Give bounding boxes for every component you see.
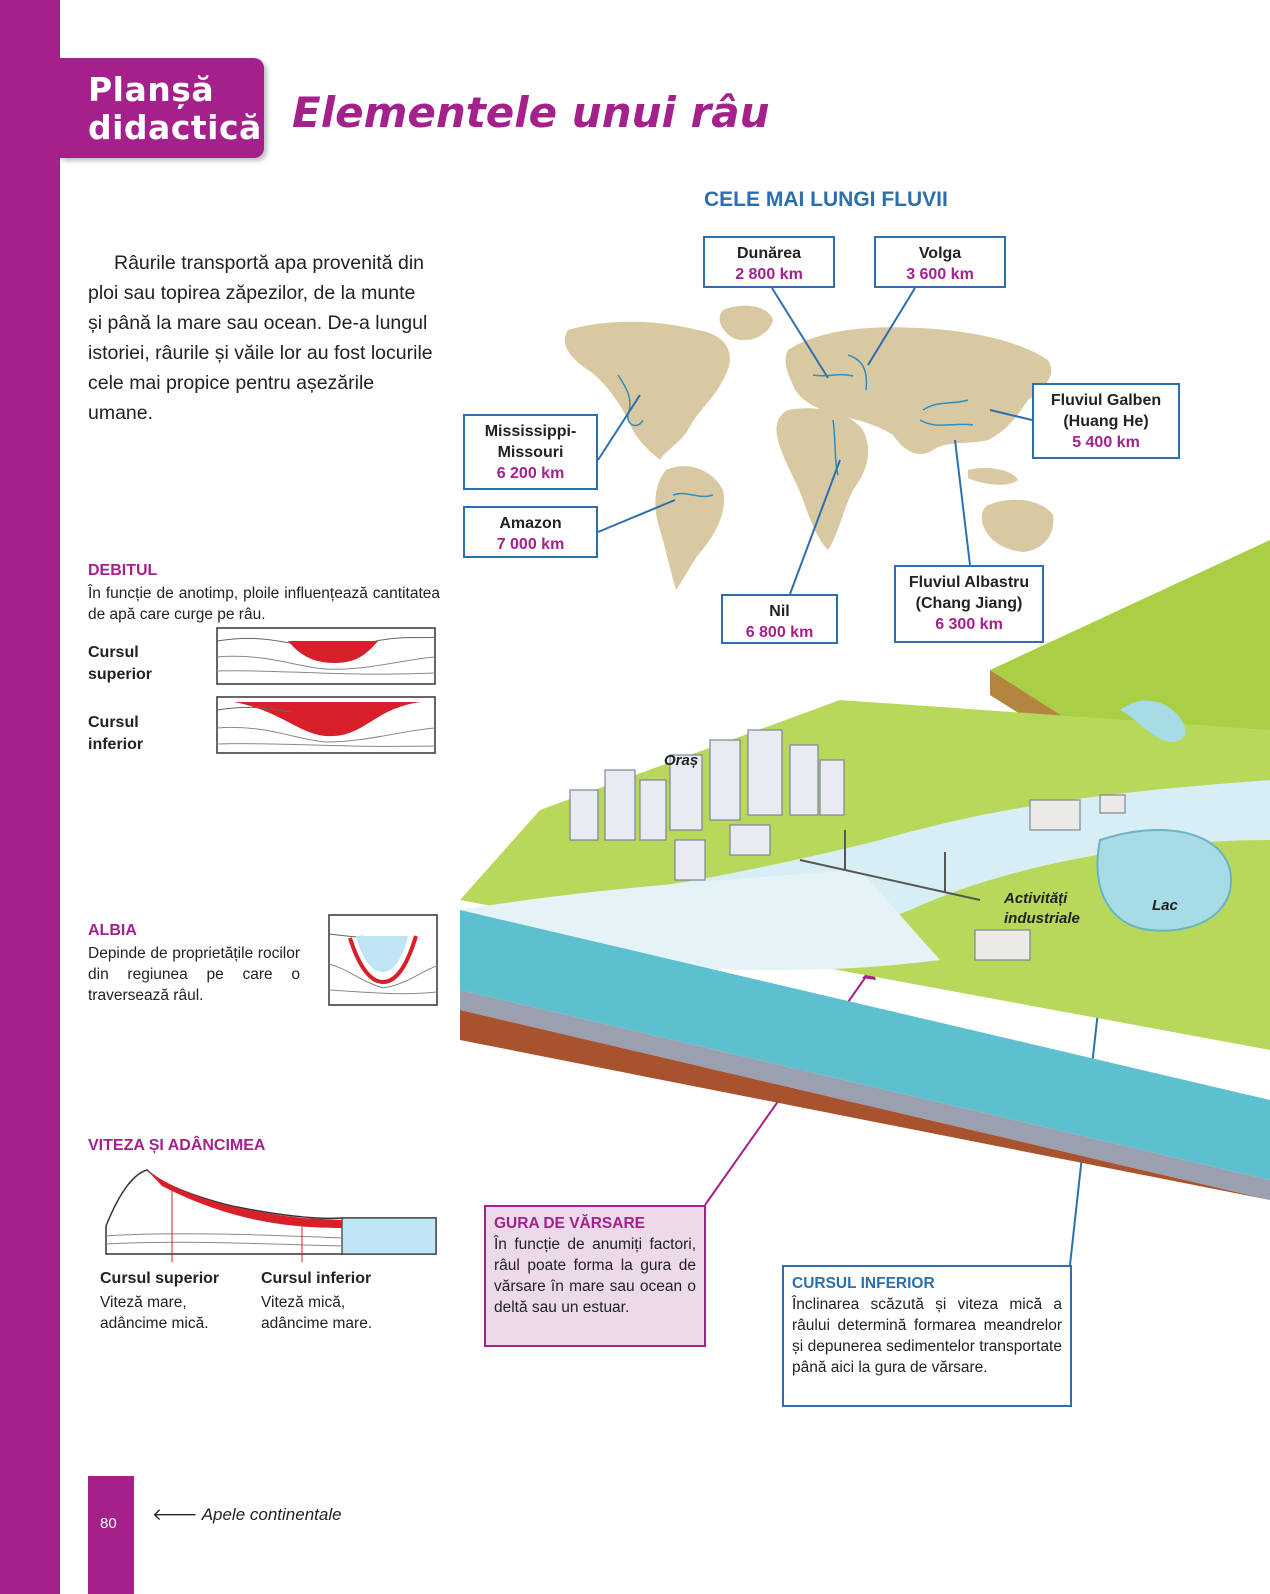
river-name: Volga xyxy=(918,245,962,262)
sea xyxy=(342,1218,436,1254)
river-length: 3 600 km xyxy=(906,266,974,283)
river-name: Nil xyxy=(769,603,790,620)
footer-section[interactable] xyxy=(152,1505,342,1525)
river-landscape-illustration xyxy=(460,540,1270,1200)
factory xyxy=(975,930,1030,960)
building xyxy=(710,740,740,820)
gura-de-varsare-callout xyxy=(484,1205,706,1347)
river-box-dunarea xyxy=(703,236,835,288)
viteza-superior-line2: adâncime mică. xyxy=(100,1315,209,1332)
debit-text: În funcție de anotimp, ploile influențează cantitatea de apă care curge pe râu. xyxy=(88,585,440,623)
river-length: 2 800 km xyxy=(735,266,803,283)
viteza-title: VITEZA ȘI ADÂNCIMEA xyxy=(88,1137,266,1154)
tag-line2: didactică xyxy=(88,108,262,147)
debit-label-superior-2: superior xyxy=(88,666,153,683)
debit-diagram-inferior xyxy=(216,696,436,754)
river-name: Amazon xyxy=(499,515,562,532)
page-number-tab xyxy=(88,1476,134,1594)
river-name: Mississippi- xyxy=(484,423,577,440)
footer-section-label: Apele continentale xyxy=(201,1505,342,1524)
label-activitati-2: industriale xyxy=(1004,910,1080,927)
connector-danube xyxy=(772,288,828,378)
label-activitati-1: Activități xyxy=(1004,890,1068,907)
river-length: 7 000 km xyxy=(496,536,565,553)
viteza-diagram xyxy=(102,1166,442,1262)
building xyxy=(640,780,666,840)
albia-title: ALBIA xyxy=(88,922,137,939)
cursul-inferior-callout xyxy=(782,1265,1072,1407)
debit-label-superior-1: Cursul xyxy=(88,644,139,661)
connector-mississippi xyxy=(598,395,640,460)
river-length: 6 800 km xyxy=(745,624,814,641)
building xyxy=(570,790,598,840)
connector-amazon xyxy=(598,500,675,532)
map-title: CELE MAI LUNGI FLUVII xyxy=(704,188,948,211)
connector-galben xyxy=(990,410,1032,420)
albia-diagram xyxy=(328,914,438,1006)
cursul-inferior-text: Înclinarea scăzută și viteza mică a râului determină formarea meandrelor și depunerea sedimentelor transportate până aici la gura de vărsare. xyxy=(792,1296,1062,1376)
albia-text: Depinde de proprietățile rocilor din regiunea pe care o traversează râul. xyxy=(88,945,300,1004)
viteza-inferior-line1: Viteză mică, xyxy=(261,1294,346,1311)
debit-diagram-superior xyxy=(216,627,436,685)
gura-text: În funcție de anumiți factori, râul poate forma la gura de vărsare în mare sau ocean o deltă sau un estuar. xyxy=(494,1236,696,1316)
viteza-inferior-line2: adâncime mare. xyxy=(261,1315,373,1332)
debit-title: DEBITUL xyxy=(88,562,158,579)
page-number: 80 xyxy=(100,1515,117,1532)
building xyxy=(790,745,818,815)
river-name: Dunărea xyxy=(736,245,802,262)
cursul-inferior-title: CURSUL INFERIOR xyxy=(792,1275,935,1292)
viteza-superior-line1: Viteză mare, xyxy=(100,1294,187,1311)
building xyxy=(730,825,770,855)
debit-label-inferior-1: Cursul xyxy=(88,714,139,731)
river-name-2: (Chang Jiang) xyxy=(915,595,1023,612)
intro-text: Râurile transportă apa provenită din ploi sau topirea zăpezilor, de la munte și până la mare sau ocean. De-a lungul istoriei, râurile și văile lor au fost locurile cele mai propice pentru așezările umane. xyxy=(88,252,433,424)
tag-line1: Planșă xyxy=(88,70,215,109)
viteza-inferior-title: Cursul inferior xyxy=(261,1270,372,1287)
factory xyxy=(1030,800,1080,830)
building xyxy=(605,770,635,840)
back-arrow-icon: 🡐 xyxy=(152,1505,198,1525)
river-length: 5 400 km xyxy=(1072,434,1140,451)
connector-volga xyxy=(868,288,915,365)
river-box-volga xyxy=(874,236,1006,288)
label-oras: Oraș xyxy=(664,752,699,769)
building xyxy=(820,760,844,815)
farmhouse xyxy=(1100,795,1125,813)
building xyxy=(675,840,705,880)
building xyxy=(748,730,782,815)
lake xyxy=(1097,830,1231,931)
river-length: 6 300 km xyxy=(935,616,1003,633)
river-box-mississippi xyxy=(463,414,598,490)
river-name-2: (Huang He) xyxy=(1063,413,1149,430)
river-length: 6 200 km xyxy=(496,465,565,482)
river-name: Fluviul Galben xyxy=(1050,392,1162,409)
page-title: Elementele unui râu xyxy=(292,88,770,137)
viteza-superior-title: Cursul superior xyxy=(100,1270,220,1287)
river-name-2: Missouri xyxy=(497,444,564,461)
river-box-galben xyxy=(1032,383,1180,459)
gura-title: GURA DE VĂRSARE xyxy=(494,1215,645,1232)
label-lac: Lac xyxy=(1152,897,1178,914)
debit-label-inferior-2: inferior xyxy=(88,736,144,753)
river-name: Fluviul Albastru xyxy=(908,574,1030,591)
